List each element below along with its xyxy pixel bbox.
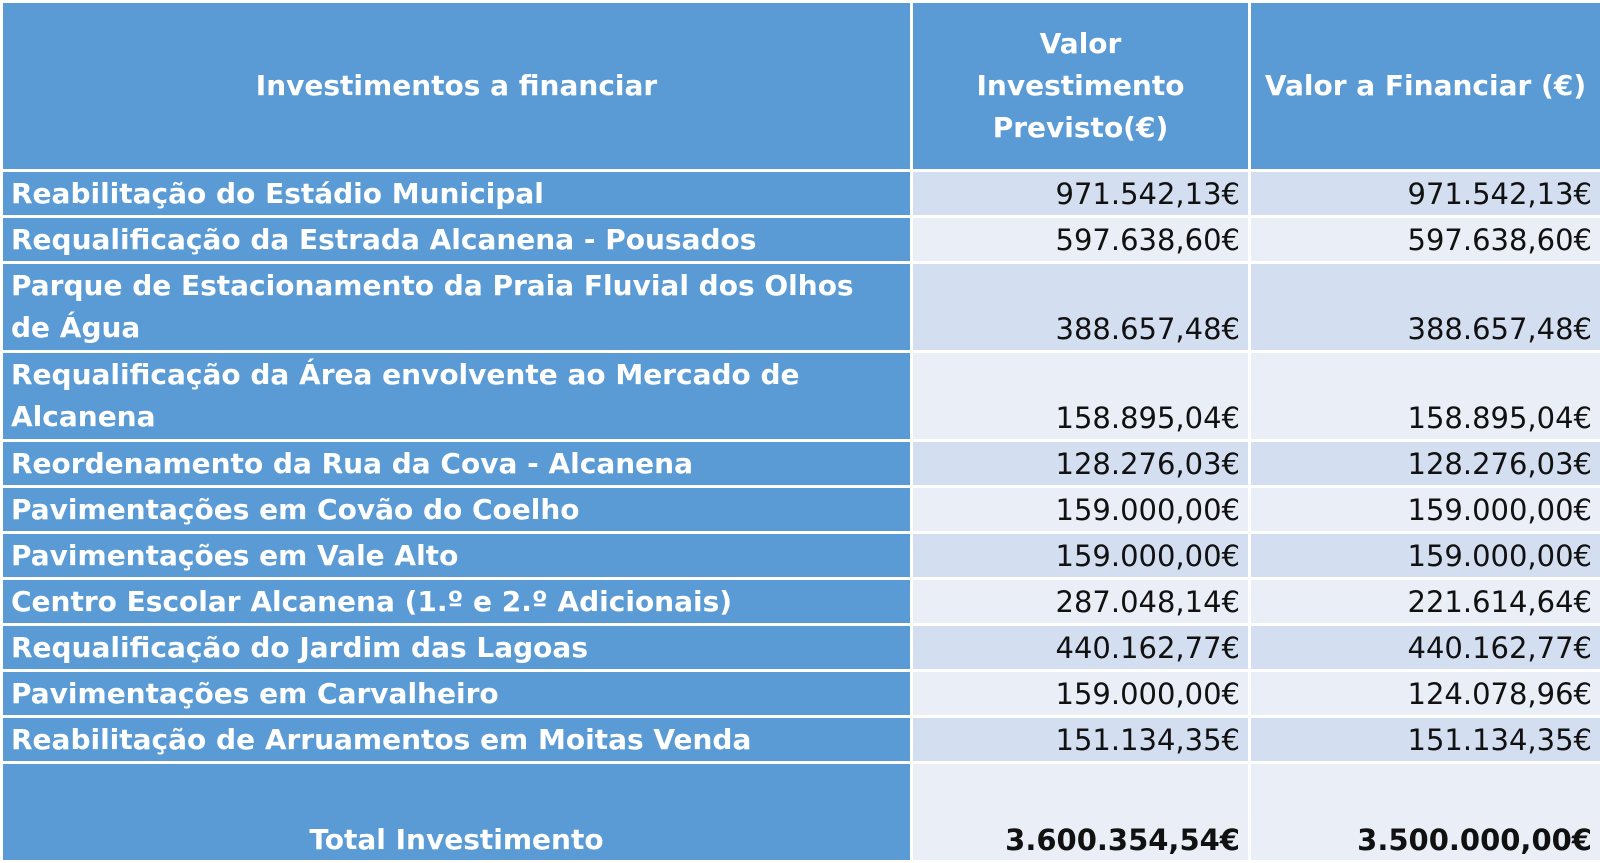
table-row <box>2 352 1600 441</box>
table-row <box>2 717 1600 763</box>
row-financiar: 124.078,96€ <box>1250 671 1600 717</box>
table-row <box>2 579 1600 625</box>
table-row <box>2 441 1600 487</box>
row-previsto: 158.895,04€ <box>912 352 1250 441</box>
header-investimentos: Investimentos a financiar <box>2 2 912 171</box>
header-valor-previsto: Valor Investimento Previsto(€) <box>912 2 1250 171</box>
total-previsto: 3.600.354,54€ <box>912 763 1250 862</box>
row-previsto: 597.638,60€ <box>912 217 1250 263</box>
row-previsto: 159.000,00€ <box>912 487 1250 533</box>
row-previsto: 159.000,00€ <box>912 671 1250 717</box>
row-name: Pavimentações em Carvalheiro <box>2 671 912 717</box>
row-name: Requalificação do Jardim das Lagoas <box>2 625 912 671</box>
row-name: Requalificação da Estrada Alcanena - Pousados <box>2 217 912 263</box>
row-financiar: 128.276,03€ <box>1250 441 1600 487</box>
table-row <box>2 217 1600 263</box>
header-row <box>2 2 1600 171</box>
row-financiar: 158.895,04€ <box>1250 352 1600 441</box>
row-financiar: 388.657,48€ <box>1250 263 1600 352</box>
row-financiar: 159.000,00€ <box>1250 533 1600 579</box>
row-previsto: 287.048,14€ <box>912 579 1250 625</box>
table-row <box>2 171 1600 217</box>
row-previsto: 151.134,35€ <box>912 717 1250 763</box>
table-row <box>2 487 1600 533</box>
row-name: Requalificação da Área envolvente ao Mercado de Alcanena <box>2 352 912 441</box>
total-label: Total Investimento <box>2 763 912 862</box>
row-name: Pavimentações em Covão do Coelho <box>2 487 912 533</box>
table-row <box>2 671 1600 717</box>
total-row <box>2 763 1600 862</box>
row-financiar: 597.638,60€ <box>1250 217 1600 263</box>
row-financiar: 159.000,00€ <box>1250 487 1600 533</box>
total-financiar: 3.500.000,00€ <box>1250 763 1600 862</box>
row-financiar: 971.542,13€ <box>1250 171 1600 217</box>
table-row <box>2 263 1600 352</box>
row-previsto: 159.000,00€ <box>912 533 1250 579</box>
row-name: Reabilitação do Estádio Municipal <box>2 171 912 217</box>
row-previsto: 388.657,48€ <box>912 263 1250 352</box>
row-name: Pavimentações em Vale Alto <box>2 533 912 579</box>
row-name: Parque de Estacionamento da Praia Fluvial dos Olhos de Água <box>2 263 912 352</box>
table-row <box>2 533 1600 579</box>
table-row <box>2 625 1600 671</box>
row-name: Reordenamento da Rua da Cova - Alcanena <box>2 441 912 487</box>
row-financiar: 440.162,77€ <box>1250 625 1600 671</box>
row-financiar: 221.614,64€ <box>1250 579 1600 625</box>
row-name: Centro Escolar Alcanena (1.º e 2.º Adicionais) <box>2 579 912 625</box>
row-previsto: 128.276,03€ <box>912 441 1250 487</box>
header-valor-financiar: Valor a Financiar (€) <box>1250 2 1600 171</box>
row-financiar: 151.134,35€ <box>1250 717 1600 763</box>
row-previsto: 440.162,77€ <box>912 625 1250 671</box>
row-previsto: 971.542,13€ <box>912 171 1250 217</box>
row-name: Reabilitação de Arruamentos em Moitas Venda <box>2 717 912 763</box>
